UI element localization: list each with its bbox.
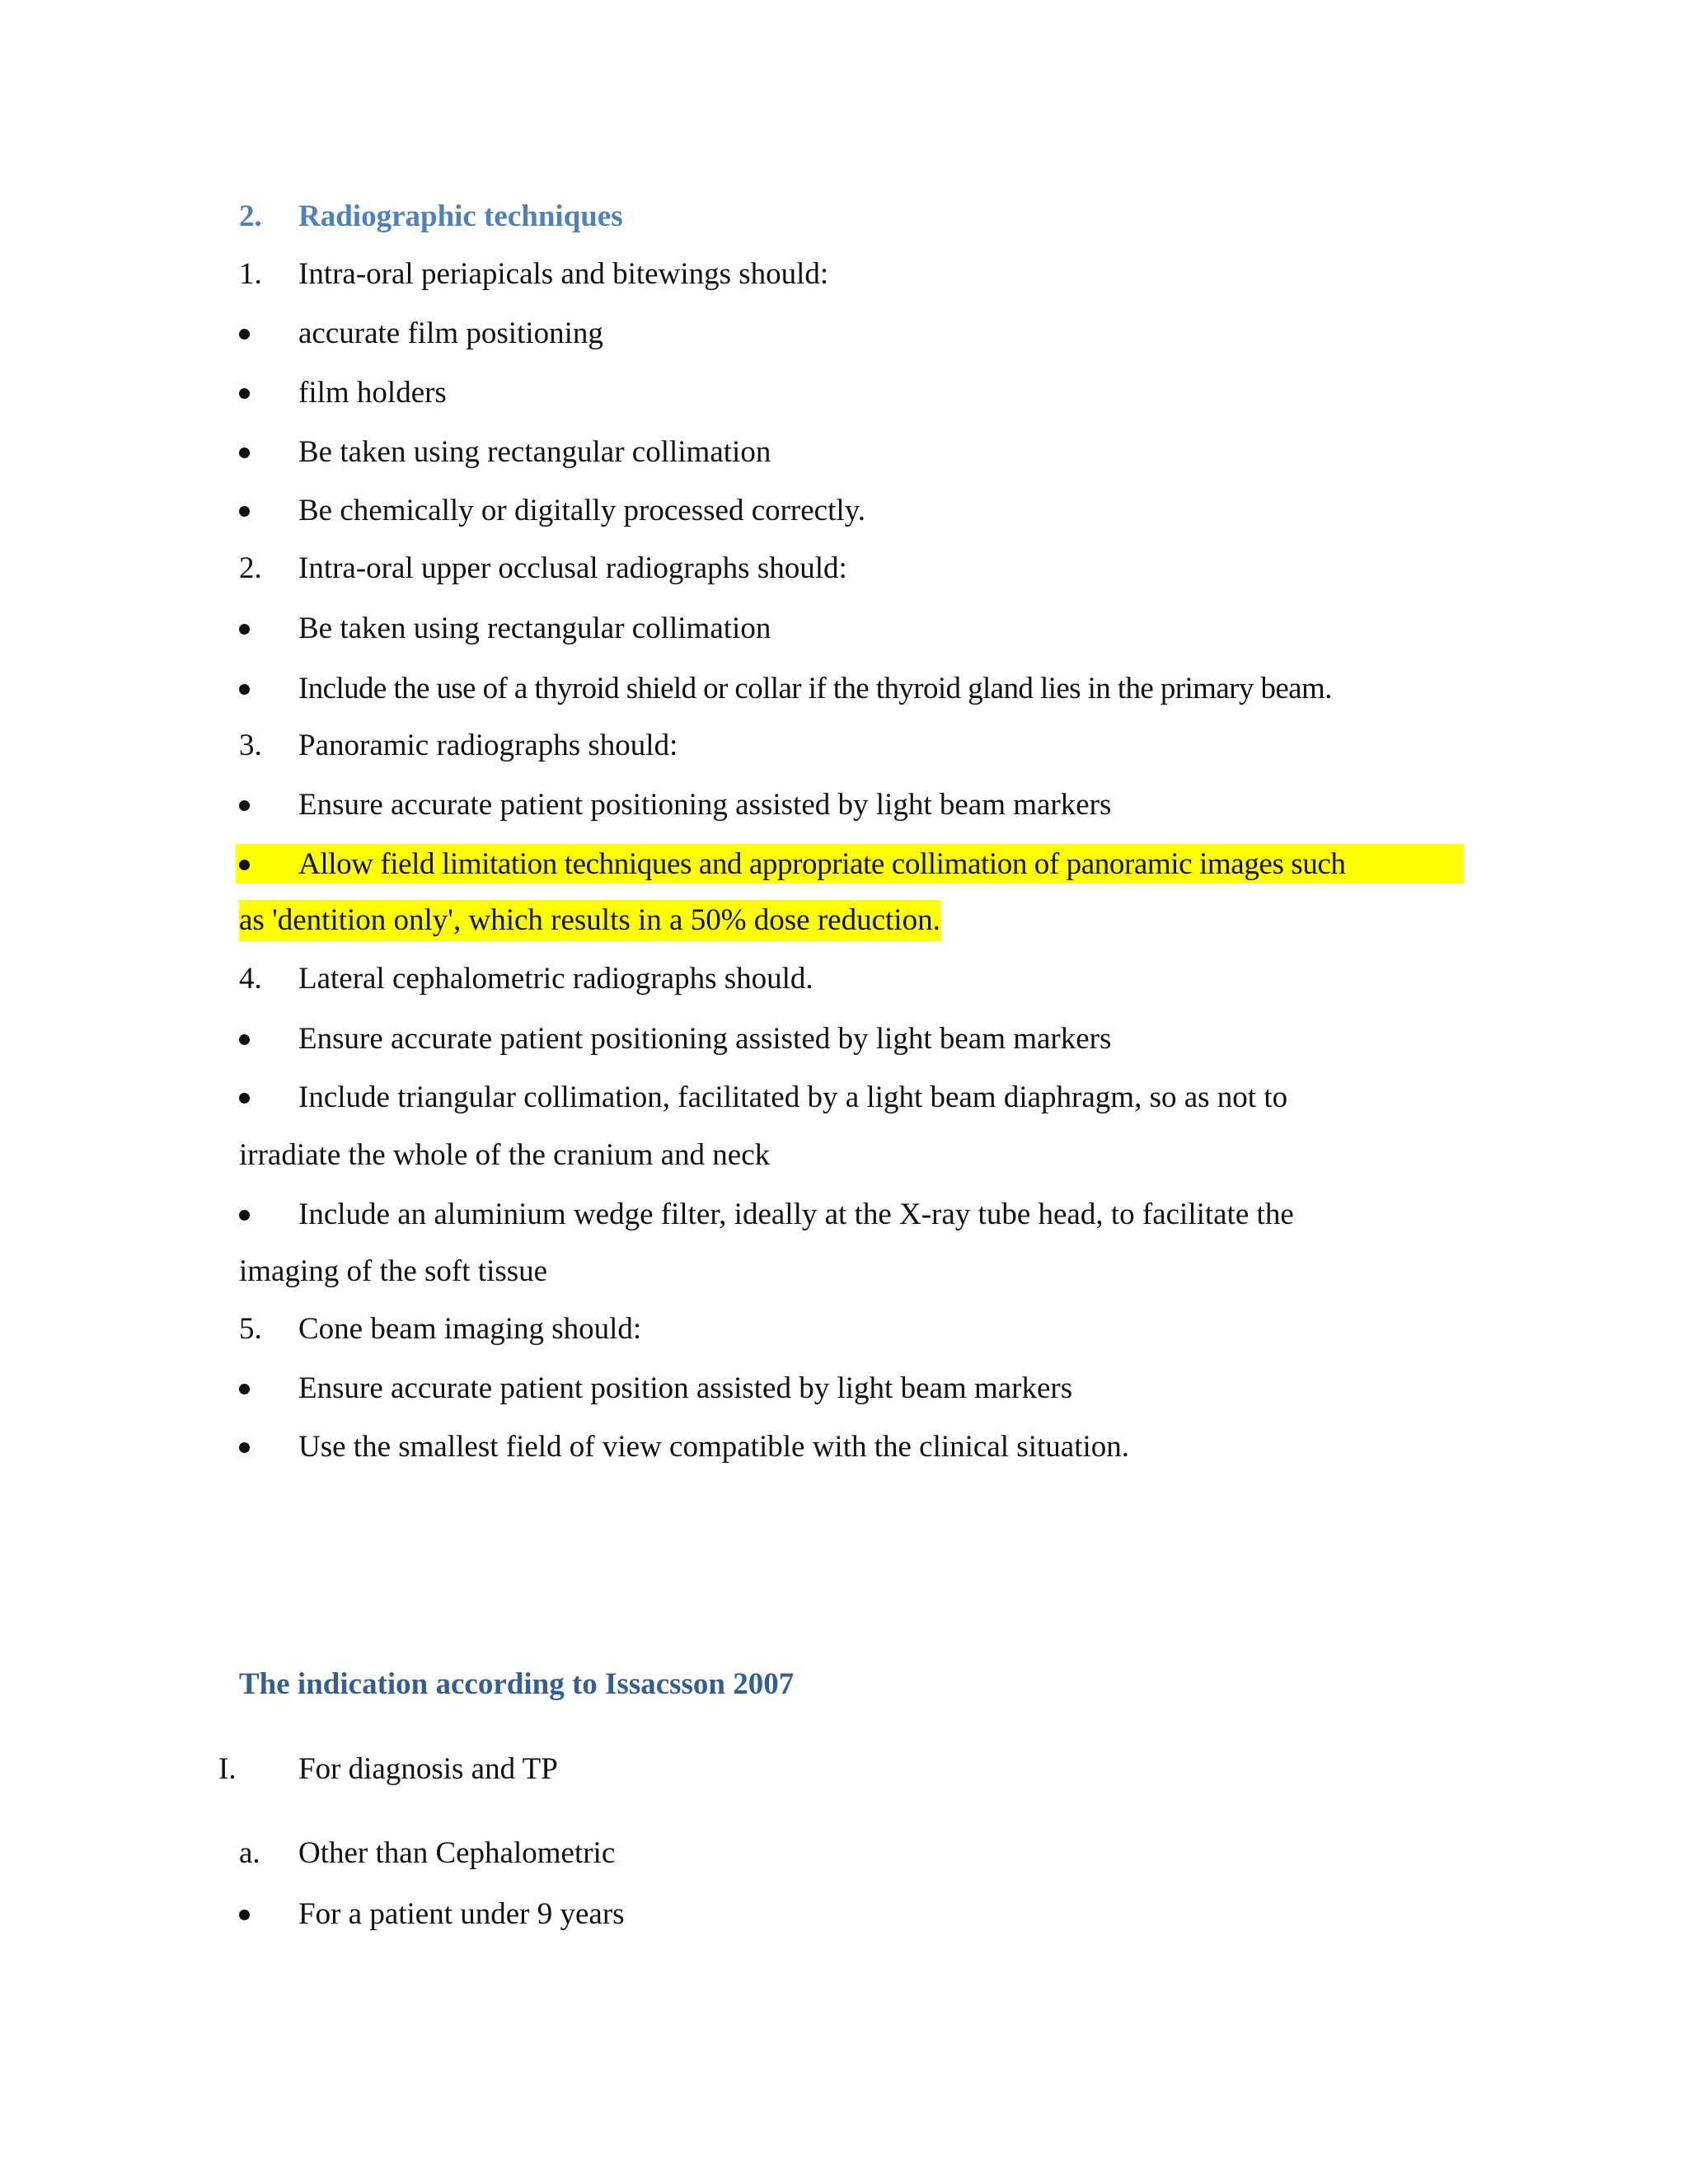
roman-marker: I. bbox=[218, 1752, 237, 1786]
section-title: Radiographic techniques bbox=[298, 199, 623, 233]
item-text: Use the smallest field of view compatible with the clinical situation. bbox=[298, 1430, 1129, 1464]
item-text: For a patient under 9 years bbox=[298, 1897, 625, 1931]
item-number: 4. bbox=[239, 962, 262, 996]
item-text: Ensure accurate patient positioning assisted by light beam markers bbox=[298, 788, 1112, 822]
section-number: 2. bbox=[239, 199, 262, 233]
item-text: accurate film positioning bbox=[298, 316, 603, 350]
item-text: For diagnosis and TP bbox=[298, 1752, 558, 1786]
item-continuation: irradiate the whole of the cranium and neck bbox=[239, 1138, 771, 1172]
item-text: Cone beam imaging should: bbox=[298, 1312, 642, 1346]
bullet-dot-icon bbox=[239, 506, 250, 517]
bullet-dot-icon bbox=[239, 684, 250, 695]
item-number: 3. bbox=[239, 729, 262, 762]
indication-heading-text: The indication according to Issacsson 2007 bbox=[239, 1667, 795, 1701]
item-continuation: imaging of the soft tissue bbox=[239, 1254, 548, 1288]
item-text: Be taken using rectangular collimation bbox=[298, 612, 771, 645]
letter-marker: a. bbox=[239, 1836, 260, 1870]
item-text: Include the use of a thyroid shield or collar if the thyroid gland lies in the primary beam. bbox=[298, 672, 1332, 705]
item-text: Be chemically or digitally processed correctly. bbox=[298, 494, 866, 527]
item-text: Include triangular collimation, facilitated by a light beam diaphragm, so as not to bbox=[298, 1080, 1288, 1114]
item-text: Be taken using rectangular collimation bbox=[298, 435, 771, 469]
bullet-dot-icon bbox=[239, 1442, 250, 1453]
item-text: Intra-oral periapicals and bitewings should: bbox=[298, 257, 829, 291]
item-text: Intra-oral upper occlusal radiographs should: bbox=[298, 551, 847, 585]
item-text: Include an aluminium wedge filter, ideally at the X-ray tube head, to facilitate the bbox=[298, 1197, 1294, 1231]
item-number: 1. bbox=[239, 257, 262, 291]
item-number: 2. bbox=[239, 551, 262, 585]
item-continuation: as 'dentition only', which results in a 50% dose reduction. bbox=[239, 900, 940, 941]
bullet-dot-icon bbox=[239, 1093, 250, 1104]
bullet-dot-icon bbox=[239, 1210, 250, 1221]
item-text: Ensure accurate patient positioning assisted by light beam markers bbox=[298, 1022, 1112, 1056]
bullet-dot-icon bbox=[239, 800, 250, 811]
bullet-dot-icon bbox=[239, 448, 250, 458]
bullet-dot-icon bbox=[239, 388, 250, 399]
bullet-dot-icon bbox=[239, 1910, 250, 1920]
bullet-dot-icon bbox=[239, 1034, 250, 1045]
item-text: Allow field limitation techniques and appropriate collimation of panoramic images such bbox=[298, 847, 1346, 881]
bullet-dot-icon bbox=[239, 624, 250, 635]
item-text: Ensure accurate patient position assisted by light beam markers bbox=[298, 1371, 1073, 1405]
item-text: film holders bbox=[298, 376, 447, 410]
bullet-dot-icon bbox=[239, 329, 250, 340]
item-text: Lateral cephalometric radiographs should. bbox=[298, 962, 814, 996]
bullet-dot-icon bbox=[239, 1384, 250, 1394]
item-number: 5. bbox=[239, 1312, 262, 1346]
bullet-dot-icon bbox=[239, 860, 250, 870]
item-text: Panoramic radiographs should: bbox=[298, 729, 678, 762]
item-text: Other than Cephalometric bbox=[298, 1836, 616, 1870]
